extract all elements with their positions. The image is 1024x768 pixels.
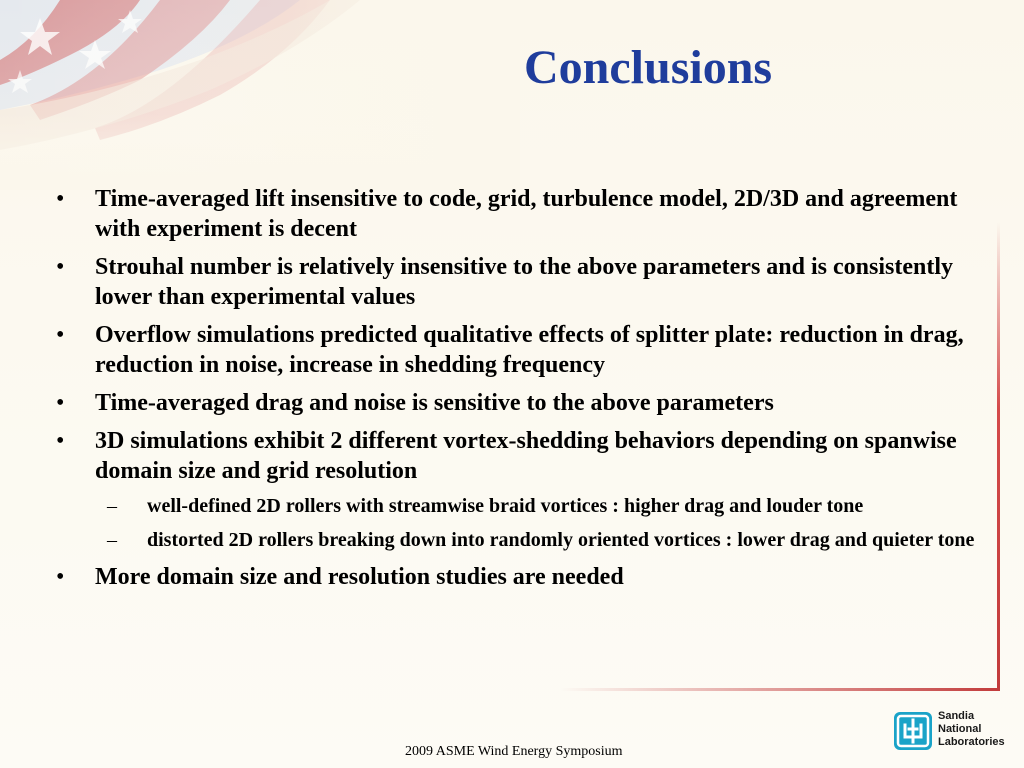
bullet-text: More domain size and resolution studies are needed: [95, 564, 624, 590]
bullet-text: Overflow simulations predicted qualitative effects of splitter plate: reduction in drag, reduction in noise, increase in shedding frequency: [95, 322, 964, 378]
footer-text: 2009 ASME Wind Energy Symposium: [405, 744, 623, 759]
sub-bullet-text: distorted 2D rollers breaking down into randomly oriented vortices : lower drag and quieter tone: [147, 529, 975, 551]
bullet-text: Strouhal number is relatively insensitive to the above parameters and is consistently lower than experimental values: [95, 254, 953, 310]
sandia-thunderbird-icon: [893, 711, 933, 751]
bullet-marker: •: [56, 254, 65, 280]
bullet-marker: •: [56, 186, 65, 212]
sub-bullet-item: [103, 526, 986, 554]
bullet-marker: •: [56, 322, 65, 348]
sub-bullet-list: [95, 492, 986, 554]
bullet-item: [56, 252, 986, 312]
bullet-item: [56, 184, 986, 244]
frame-right-rule: [997, 222, 1000, 690]
bullet-item: [56, 320, 986, 380]
bullet-list: [56, 184, 986, 600]
bullet-item: [56, 426, 986, 554]
bullet-marker: •: [56, 390, 65, 416]
bullet-marker: •: [56, 564, 65, 590]
sub-bullet-text: well-defined 2D rollers with streamwise braid vortices : higher drag and louder tone: [147, 495, 864, 517]
logo-text: [938, 710, 1008, 749]
bullet-text: Time-averaged lift insensitive to code, grid, turbulence model, 2D/3D and agreement with experiment is decent: [95, 186, 958, 242]
flag-background-art: [0, 0, 520, 190]
bullet-item: [56, 562, 986, 592]
slide-title: Conclusions: [524, 41, 773, 94]
sandia-logo: [893, 708, 1005, 752]
bullet-item: [56, 388, 986, 418]
sub-bullet-item: [103, 492, 986, 520]
bullet-text: Time-averaged drag and noise is sensitive to the above parameters: [95, 390, 774, 416]
bullet-text: 3D simulations exhibit 2 different vortex-shedding behaviors depending on spanwise domain size and grid resolution: [95, 428, 957, 484]
sub-bullet-marker: –: [107, 495, 117, 517]
sub-bullet-marker: –: [107, 529, 117, 551]
bullet-marker: •: [56, 428, 65, 454]
logo-line: Laboratories: [938, 736, 1005, 748]
logo-line: National: [938, 723, 982, 735]
frame-bottom-rule: [560, 688, 1000, 691]
logo-line: Sandia: [938, 710, 975, 722]
